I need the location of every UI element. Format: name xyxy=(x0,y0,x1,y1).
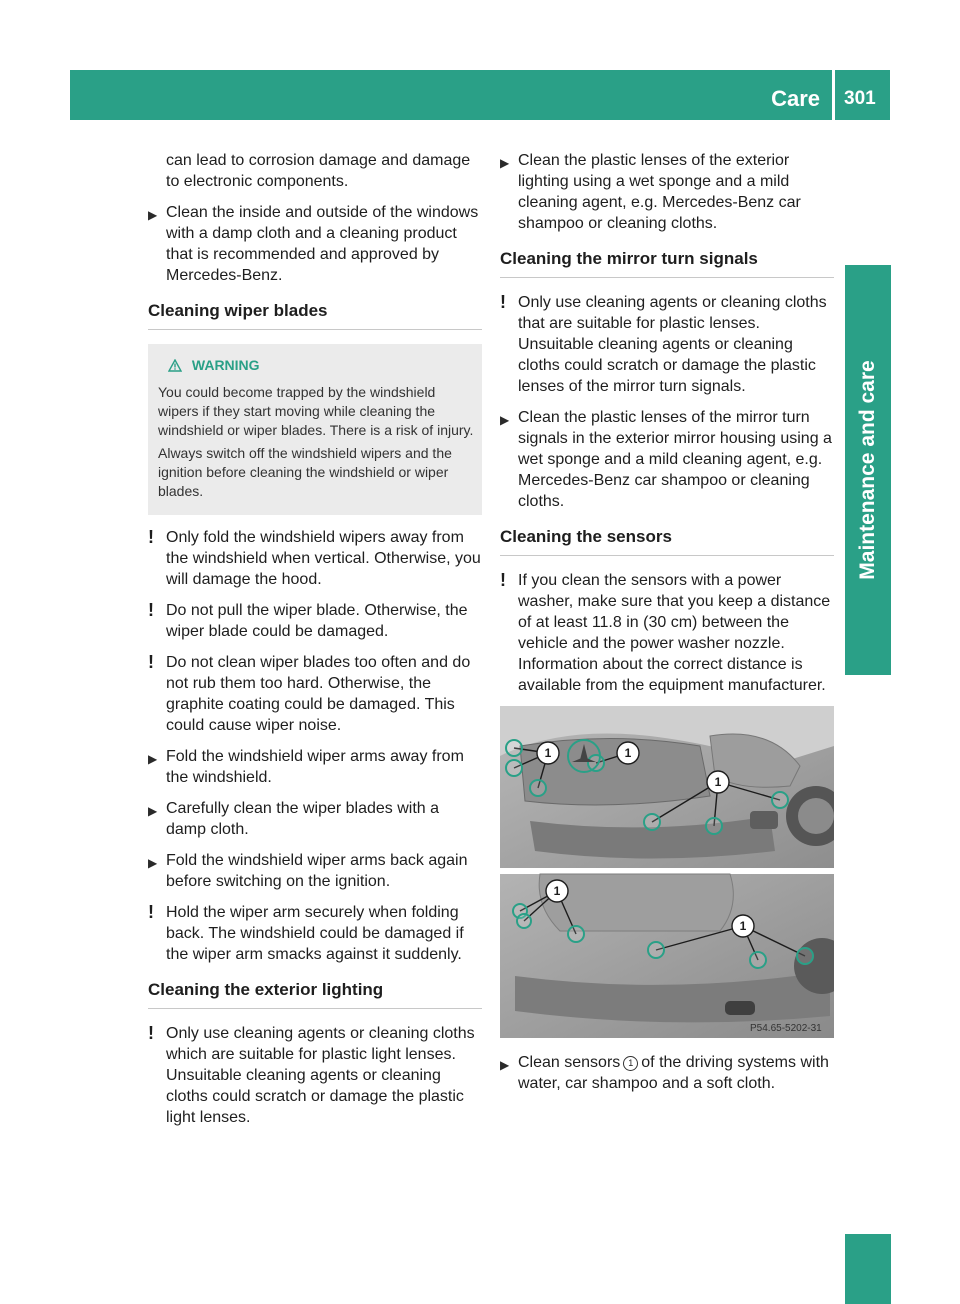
left-column xyxy=(148,150,482,1138)
note-item xyxy=(148,652,482,736)
header-section-title: Care xyxy=(771,86,820,111)
instruction-step xyxy=(148,746,482,788)
arrow-icon: ▶ xyxy=(148,804,158,818)
note-text: Do not pull the wiper blade. Otherwise, the wiper blade could be damaged. xyxy=(166,602,468,640)
instruction-step xyxy=(500,1052,834,1094)
section-heading: Cleaning wiper blades xyxy=(148,300,482,330)
warning-box xyxy=(148,344,482,515)
arrow-icon: ▶ xyxy=(500,156,510,170)
callout-number: 1 xyxy=(739,919,747,933)
note-item xyxy=(148,902,482,965)
exclamation-icon: ! xyxy=(500,570,506,590)
note-text: Hold the wiper arm securely when folding back. The windshield could be damaged if the wiper arm smacks against it suddenly. xyxy=(166,904,464,963)
step-text: Fold the windshield wiper arms back again before switching on the ignition. xyxy=(166,852,468,890)
step-text: Clean the inside and outside of the windows with a damp cloth and a cleaning product that is recommended and approved by Mercedes-Benz. xyxy=(166,204,479,284)
note-text: If you clean the sensors with a power washer, make sure that you keep a distance of at least 11.8 in (30 cm) between the vehicle and the power washer nozzle. Information about the correct distance is available from the equipment manufacturer. xyxy=(518,572,831,694)
instruction-step xyxy=(500,407,834,512)
step-text: Fold the windshield wiper arms away from the windshield. xyxy=(166,748,464,786)
exclamation-icon: ! xyxy=(148,527,154,547)
callout-number: 1 xyxy=(624,746,632,760)
step-text-pre: Clean sensors xyxy=(518,1054,621,1071)
warning-text: You could become trapped by the windshield wipers if they start moving while cleaning the windshield or wiper blades. There is a risk of injury. xyxy=(158,384,474,438)
section-heading: Cleaning the sensors xyxy=(500,526,834,556)
note-item xyxy=(148,1023,482,1128)
instruction-step xyxy=(148,798,482,840)
note-text: Only use cleaning agents or cleaning cloths which are suitable for plastic light lenses. Unsuitable cleaning agents or cleaning cloths could scratch or damage the plastic light lenses. xyxy=(166,1025,475,1126)
step-text-post: of the driving systems with water, car shampoo and a soft cloth. xyxy=(518,1054,829,1092)
callout-number: 1 xyxy=(544,746,552,760)
sensor-figure xyxy=(500,706,834,1038)
arrow-icon: ▶ xyxy=(500,413,510,427)
callout-symbol: 1 xyxy=(623,1056,638,1071)
warning-header xyxy=(158,356,474,377)
step-text: Clean the plastic lenses of the mirror turn signals in the exterior mirror housing using a wet sponge and a mild cleaning agent, e.g. Mercedes-Benz car shampoo or cleaning cloths. xyxy=(518,409,832,510)
arrow-icon: ▶ xyxy=(148,752,158,766)
arrow-icon: ▶ xyxy=(148,208,158,222)
header-bar xyxy=(70,70,890,120)
car-sensor-illustration xyxy=(500,706,834,1038)
note-item xyxy=(148,600,482,642)
warning-triangle-icon xyxy=(168,358,182,377)
note-text: Do not clean wiper blades too often and do not rub them too hard. Otherwise, the graphite coating could be damaged. This could cause wiper noise. xyxy=(166,654,471,734)
paragraph-continuation: can lead to corrosion damage and damage to electronic components. xyxy=(166,152,471,190)
section-heading: Cleaning the mirror turn signals xyxy=(500,248,834,278)
note-item xyxy=(500,292,834,397)
note-item xyxy=(500,570,834,696)
exclamation-icon: ! xyxy=(148,1023,154,1043)
note-text: Only fold the windshield wipers away from the windshield when vertical. Otherwise, you will damage the hood. xyxy=(166,529,481,588)
note-item xyxy=(148,527,482,590)
warning-label: WARNING xyxy=(191,357,260,373)
instruction-step xyxy=(148,202,482,286)
header-divider xyxy=(832,70,835,120)
callout-number: 1 xyxy=(714,775,722,789)
exclamation-icon: ! xyxy=(148,652,154,672)
note-text: Only use cleaning agents or cleaning cloths that are suitable for plastic lenses. Unsuitable cleaning agents or cleaning cloths could scratch or damage the plastic lenses of the mirror turn signals. xyxy=(518,294,827,395)
section-heading: Cleaning the exterior lighting xyxy=(148,979,482,1009)
page-number: 301 xyxy=(844,88,876,109)
side-block xyxy=(845,1234,891,1304)
exclamation-icon: ! xyxy=(148,902,154,922)
arrow-icon: ▶ xyxy=(148,856,158,870)
step-text: Carefully clean the wiper blades with a damp cloth. xyxy=(166,800,440,838)
instruction-step xyxy=(500,150,834,234)
instruction-step xyxy=(148,850,482,892)
figure-code: P54.65-5202-31 xyxy=(750,1023,822,1034)
warning-text: Always switch off the windshield wipers and the ignition before cleaning the windshield or wiper blades. xyxy=(158,445,452,499)
exclamation-icon: ! xyxy=(500,292,506,312)
right-column xyxy=(500,150,834,1104)
callout-number: 1 xyxy=(553,884,561,898)
exclamation-icon: ! xyxy=(148,600,154,620)
side-tab-label: Maintenance and care xyxy=(856,360,879,580)
arrow-icon: ▶ xyxy=(500,1058,510,1072)
step-text: Clean the plastic lenses of the exterior lighting using a wet sponge and a mild cleaning agent, e.g. Mercedes-Benz car shampoo or cleaning cloths. xyxy=(518,152,801,232)
